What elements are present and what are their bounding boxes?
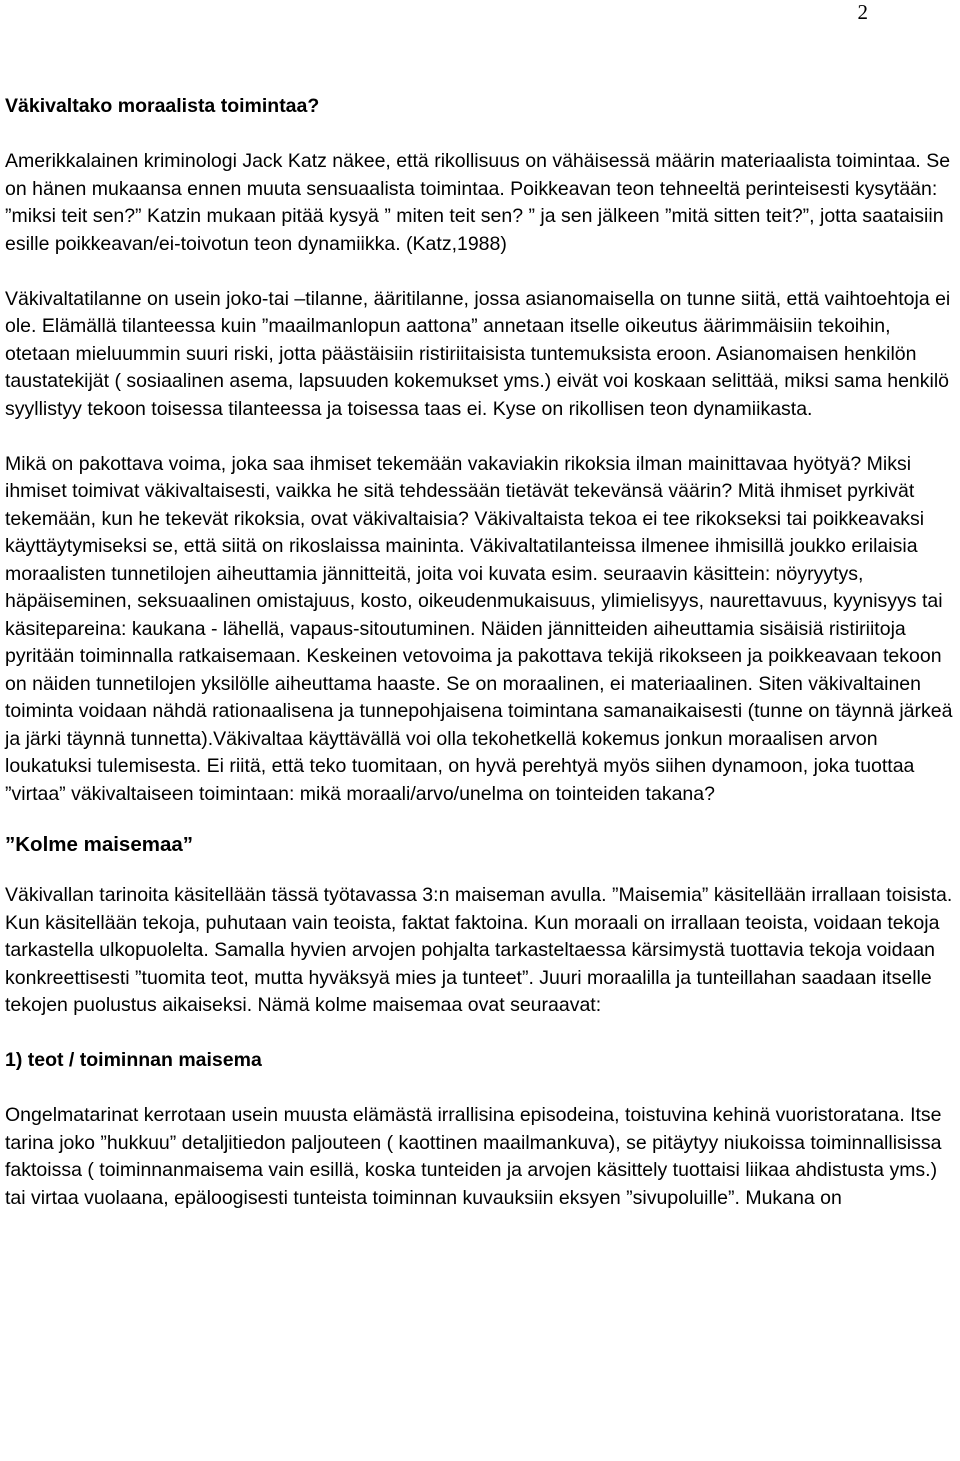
paragraph-force: Mikä on pakottava voima, joka saa ihmiset tekemään vakaviakin rikoksia ilman mainittavaa hyötyä? Miksi ihmiset toimivat väkivaltaisesti, vaikka he sitä tehdessään tietävät tekevänsä väärin? Mitä ihmiset pyrkivät tekemään, kun he tekevät rikoksia, ovat väkivaltaisia? Väkivaltaista tekoa ei tee rikokseksi tai poikkeavaksi käyttäytymiseksi se, että siitä on rikoslaissa maininta. Väkivaltatilanteissa ilmenee ihmisillä joukko erilaisia moraalisten tunnetilojen aiheuttamia jännitteitä, joita voi kuvata esim. seuraavin käsittein: nöyryytys, häpäiseminen, seksuaalinen omistajuus, kosto, oikeudenmukaisuus, ylimielisyys, naurettavuus, kyynisyys tai käsitepareina: kaukana - lähellä, vapaus-sitoutuminen. Näiden jännitteiden aiheuttamia sisäisiä ristiriitoja pyritään toiminnalla ratkaisemaan. Keskeinen vetovoima ja pakottava tekijä rikokseen ja poikkeavaan tekoon on näiden tunnetilojen yksilölle aiheuttama haaste. Se on moraalinen, ei materiaalinen. Siten väkivaltainen toiminta voidaan nähdä rationaalisena ja tunnepohjaisena toimintana samanaikaisesti (tunne on täynnä järkeä ja järki täynnä tunnetta).Väkivaltaa käyttävällä voi olla tekohetkellä kokemus jonkun moraalisen arvon loukatuksi tulemisesta. Ei riitä, että teko tuomitaan, on hyvä perehtyä myös siihen dynamoon, joka tuottaa ”virtaa” väkivaltaiseen toimintaan: mikä moraali/arvo/unelma on tointeiden takana?: [5, 452, 953, 805]
section-heading-teot: 1) teot / toiminnan maisema: [5, 1049, 262, 1071]
spacer: [5, 1075, 957, 1103]
spacer: [5, 423, 957, 451]
paragraph-landscapes: Väkivallan tarinoita käsitellään tässä työtavassa 3:n maiseman avulla. ”Maisemia” käsitellään irrallaan toisista. Kun käsitellään tekoja, puhutaan vain teoista, faktat faktoina. Kun moraali on irrallaan teoista, voidaan tekoja tarkastella ulkopuolelta. Samalla hyvien arvojen pohjalta tarkasteltaessa kärsimystä tuottavia tekoja voidaan konkreettisesti ”tuomita teot, mutta hyväksyä mies ja tunteet”. Juuri moraalilla ja tunteillahan saadaan itselle tekojen puolustus aikaiseksi. Nämä kolme maisemaa ovat seuraavat:: [5, 884, 953, 1016]
spacer: [5, 258, 957, 286]
paragraph-intro: Amerikkalainen kriminologi Jack Katz näkee, että rikollisuus on vähäisessä määrin materiaalista toimintaa. Se on hänen mukaansa ennen muuta sensuaalista toimintaa. Poikkeavan teon tehneeltä perinteisesti kysytään: ”miksi teit sen?” Katzin mukaan pitää kysyä ” miten teit sen? ” ja sen jälkeen ”mitä sitten teit?”, jotta saataisiin esille poikkeavan/ei-toivotun teon dynamiikka. (Katz,1988): [5, 150, 951, 255]
paragraph-situation: Väkivaltatilanne on usein joko-tai –tilanne, ääritilanne, jossa asianomaisella on tunne siitä, että vaihtoehtoja ei ole. Elämällä tilanteessa kuin ”maailmanlopun aattona” annetaan itselle oikeutus äärimmäisiin tekoihin, otetaan mieluummin suuri riski, jotta päästäisiin ristiriitaisista tuntemuksista eroon. Asianomaisen henkilön taustatekijät ( sosiaalinen asema, lapsuuden kokemukset yms.) eivät voi koskaan selittää, miksi sama henkilö syyllistyy tekoon toisessa tilanteessa ja toisessa taas ei. Kyse on rikollisen teon dynamiikasta.: [5, 287, 951, 420]
document-title: Väkivaltako moraalista toimintaa?: [5, 95, 320, 117]
paragraph-section1: Ongelmatarinat kerrotaan usein muusta elämästä irrallisina episodeina, toistuvina kehinä vuoristoratana. Itse tarina joko ”hukkuu” detaljitiedon paljouteen ( kaottinen maailmankuva), se pitäytyy niukoissa toiminnallisissa faktoissa ( toiminnanmaisema vain esillä, koska tunteiden ja arvojen käsittely tuottaisi liikaa ahdistusta yms.) tai virtaa vuolaana, epäloogisesti tunteista toiminnan kuvauksiin eksyen ”sivupoluille”. Mukana on: [5, 1104, 942, 1209]
spacer: [5, 1020, 957, 1048]
spacer: [5, 808, 957, 830]
section-heading-kolme-maisemaa: ”Kolme maisemaa”: [5, 833, 194, 856]
page-number: 2: [857, 0, 868, 24]
document-body: [5, 93, 957, 1212]
spacer: [5, 860, 957, 882]
spacer: [5, 121, 957, 149]
